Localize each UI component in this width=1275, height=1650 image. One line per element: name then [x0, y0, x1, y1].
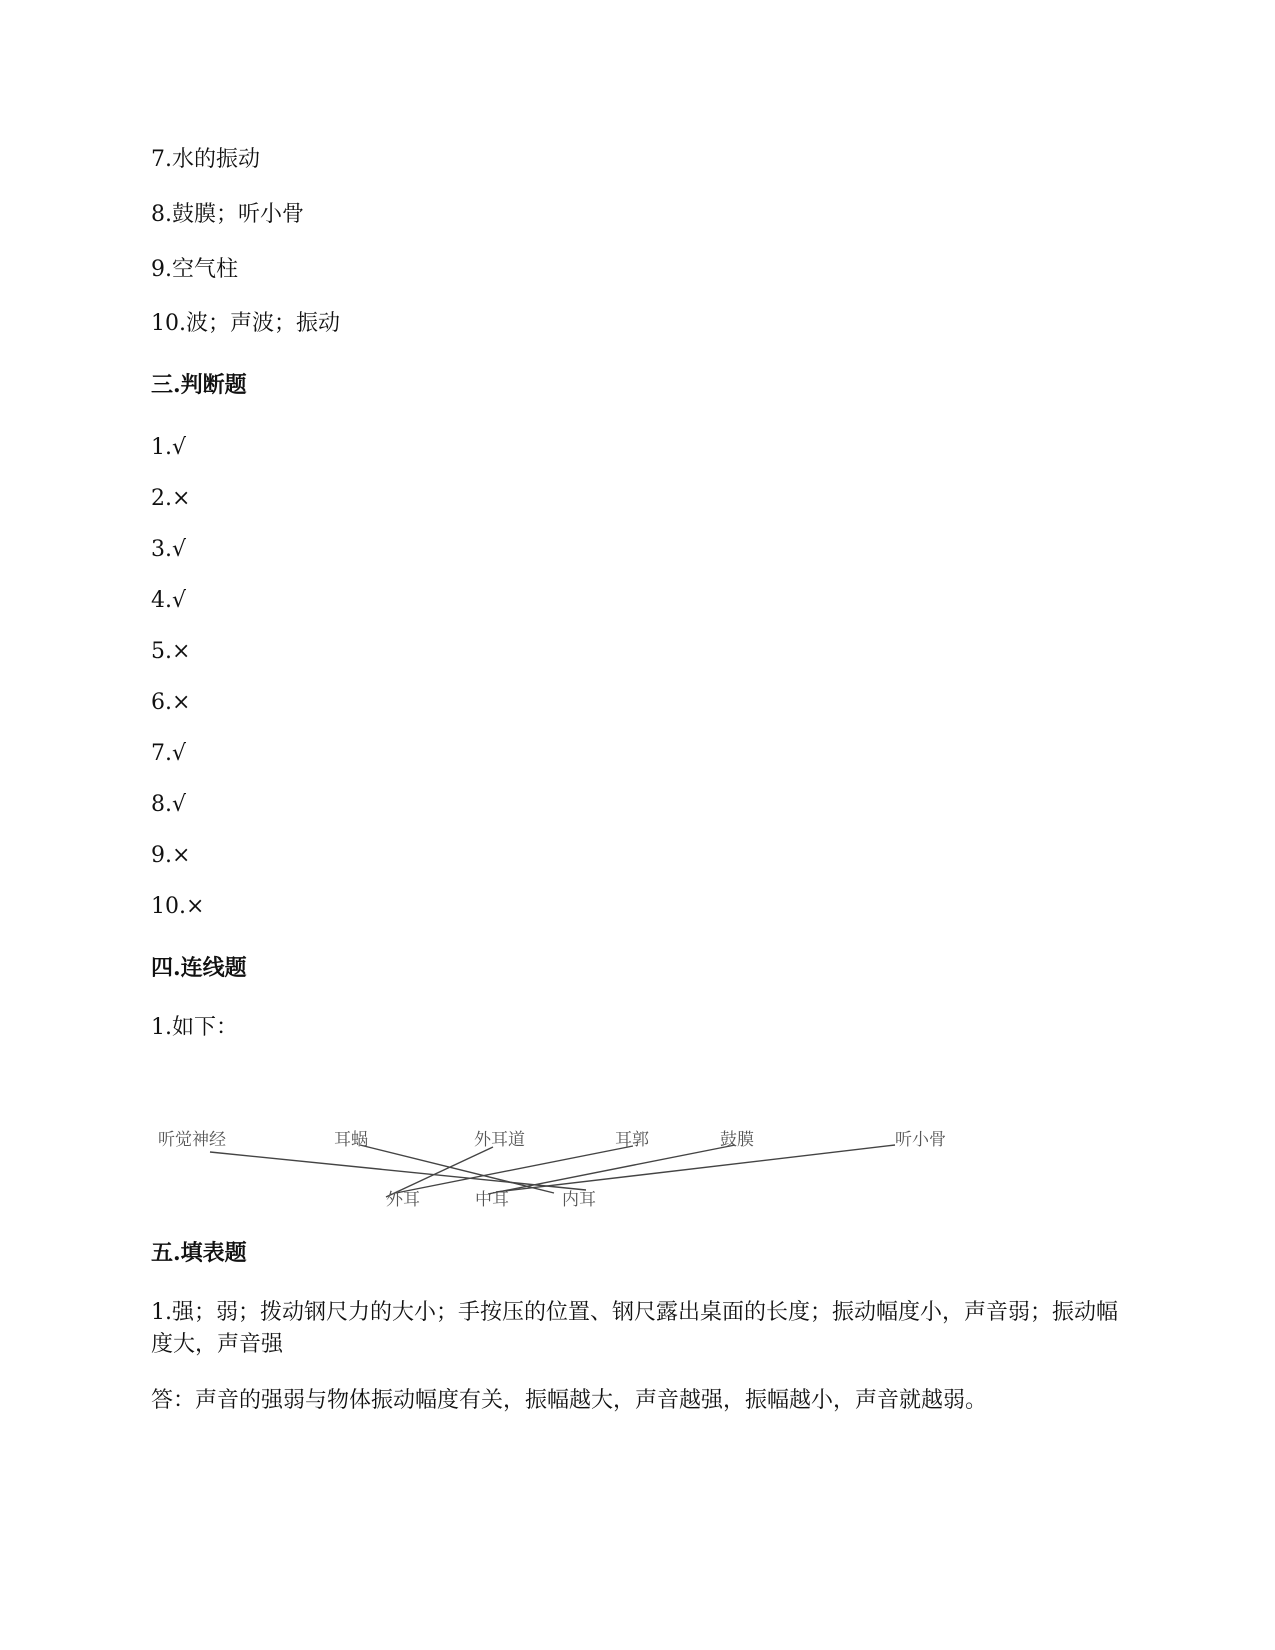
- judgement-item-7: 7.√: [151, 741, 187, 766]
- table-answer-item-1: 1.强；弱；拨动钢尺力的大小；手按压的位置、钢尺露出桌面的长度；振动幅度小，声音弱；振动幅度大，声音强: [151, 1300, 1118, 1357]
- diagram-label-ear-canal: 外耳道: [474, 1130, 525, 1150]
- matching-item-1: 1.如下：: [151, 1015, 238, 1040]
- diagram-label-middle-ear: 中耳: [475, 1190, 509, 1210]
- judgement-item-3: 3.√: [151, 537, 187, 562]
- diagram-label-inner-ear: 内耳: [562, 1190, 596, 1210]
- connection-line: [496, 1145, 895, 1192]
- answer-line-10: 10.波；声波；振动: [151, 311, 340, 336]
- judgement-item-6: 6.×: [151, 690, 191, 715]
- answer-line-7: 7.水的振动: [151, 147, 260, 172]
- diagram-label-ossicles: 听小骨: [895, 1130, 946, 1150]
- diagram-label-eardrum: 鼓膜: [720, 1130, 754, 1150]
- diagram-label-cochlea: 耳蜗: [334, 1130, 368, 1150]
- section-heading-matching: 四.连线题: [151, 955, 247, 981]
- diagram-label-auditory-nerve: 听觉神经: [158, 1130, 226, 1150]
- diagram-label-outer-ear: 外耳: [386, 1190, 420, 1210]
- section-heading-judgement: 三.判断题: [151, 372, 247, 398]
- diagram-label-auricle: 耳郭: [615, 1130, 649, 1150]
- judgement-item-4: 4.√: [151, 588, 187, 613]
- ear-matching-diagram: [158, 1115, 998, 1215]
- judgement-item-8: 8.√: [151, 792, 187, 817]
- answer-line-9: 9.空气柱: [151, 257, 238, 282]
- judgement-item-5: 5.×: [151, 639, 191, 664]
- answer-line-8: 8.鼓膜；听小骨: [151, 202, 304, 227]
- judgement-item-9: 9.×: [151, 843, 191, 868]
- connection-line: [396, 1146, 633, 1193]
- judgement-item-1: 1.√: [151, 435, 187, 460]
- conclusion-answer: 答：声音的强弱与物体振动幅度有关，振幅越大，声音越强，振幅越小，声音就越弱。: [151, 1388, 988, 1413]
- judgement-item-2: 2.×: [151, 486, 191, 511]
- section-heading-table: 五.填表题: [151, 1240, 247, 1266]
- judgement-item-10: 10.×: [151, 894, 205, 919]
- connection-line: [210, 1152, 586, 1190]
- connection-line: [488, 1145, 735, 1194]
- connection-line: [360, 1145, 554, 1193]
